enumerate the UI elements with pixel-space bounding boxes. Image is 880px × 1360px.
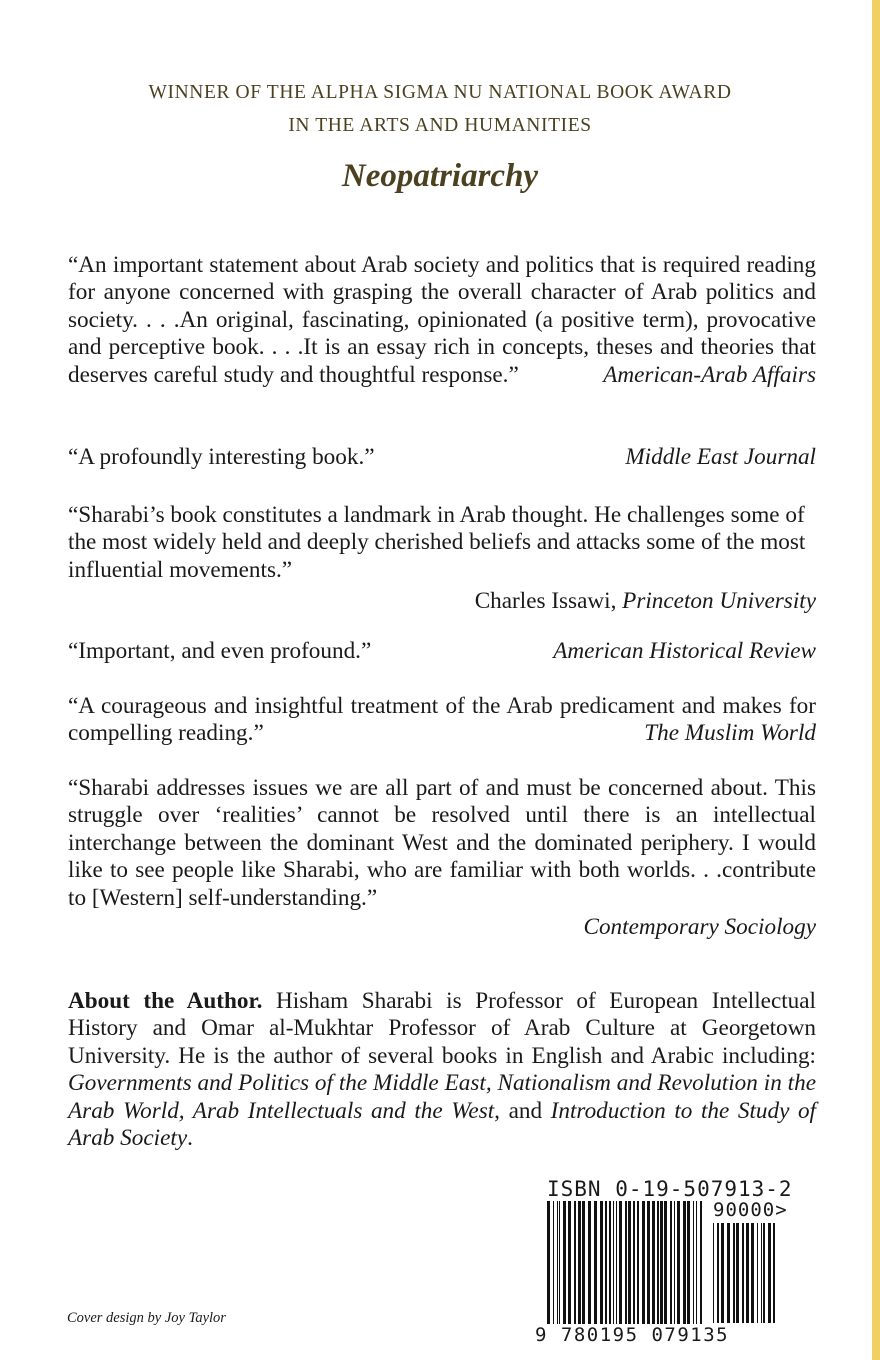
about-end: .: [187, 1125, 193, 1152]
barcode-bar: [637, 1201, 639, 1329]
barcode-bar: [713, 1223, 714, 1323]
barcode-bar: [761, 1223, 762, 1323]
review-middle-east-journal: [68, 444, 816, 471]
barcode-bar: [594, 1201, 597, 1329]
barcode-bar: [605, 1201, 607, 1329]
barcode-bar: [664, 1201, 667, 1329]
barcode-bar: [613, 1201, 614, 1329]
barcode-bar: [628, 1201, 631, 1329]
review-charles-issawi: [68, 502, 816, 616]
award-line-1: WINNER OF THE ALPHA SIGMA NU NATIONAL BOOK AWARD: [148, 82, 732, 103]
barcode-bar: [683, 1201, 686, 1329]
barcode-bar: [677, 1201, 680, 1329]
review-american-arab-affairs: [68, 252, 816, 389]
barcode-bar: [642, 1201, 645, 1329]
barcode-bar: [609, 1201, 611, 1329]
review-quote: “A courageous and insightful treatment of the Arab predicament and makes for compelling reading.”: [68, 693, 816, 747]
barcode-bar: [733, 1223, 735, 1323]
barcode-bar: [751, 1223, 754, 1323]
review-source: The Muslim World: [644, 720, 816, 747]
review-source: Charles Issawi, Princeton University: [474, 588, 816, 615]
about-body: Hisham Sharabi is Professor of European Intellectual History and Omar al-Mukhtar Professor of Arab Culture at Georgetown University. He is the author of several books in English and Arabic including:: [68, 988, 817, 1069]
review-quote: “Important, and even profound.”: [68, 638, 372, 664]
about-books-2: Introduction to the Study of Arab Society: [68, 1097, 817, 1152]
cover-credit: Cover design by Joy Taylor: [67, 1310, 226, 1326]
review-quote: “A profoundly interesting book.”: [68, 444, 375, 470]
barcode-bar: [563, 1201, 566, 1329]
barcode-bar: [727, 1223, 730, 1323]
barcode-bar: [553, 1201, 554, 1329]
barcode-bar: [717, 1223, 719, 1323]
barcode-bar: [736, 1223, 739, 1323]
barcode-bar: [568, 1201, 571, 1329]
cover-edge-stripe: [872, 0, 880, 1360]
barcode-bar: [721, 1223, 724, 1323]
barcode-bar: [660, 1201, 663, 1329]
price-code: 90000>: [713, 1199, 788, 1221]
isbn-label: ISBN 0-19-507913-2: [547, 1177, 793, 1201]
isbn-barcode: [535, 1177, 820, 1352]
barcode-bar: [742, 1223, 744, 1323]
review-contemporary-sociology: [68, 775, 816, 941]
review-source: Middle East Journal: [625, 444, 816, 470]
barcode-bar: [670, 1201, 672, 1329]
barcode-bar: [633, 1201, 635, 1329]
barcode-bar: [768, 1223, 771, 1323]
barcode-bar: [619, 1201, 622, 1329]
review-quote: “Sharabi’s book constitutes a landmark in Arab thought. He challenges some of the most widely held and deeply cherished beliefs and attacks some of the most influential movements.”: [68, 502, 806, 583]
ean-barcode-bars: [547, 1201, 703, 1329]
barcode-bar: [647, 1201, 650, 1329]
barcode-bar: [574, 1201, 576, 1329]
barcode-bar: [693, 1201, 694, 1329]
barcode-bar: [696, 1201, 697, 1329]
review-quote: “An important statement about Arab society and politics that is required reading for anyone concerned with grasping the overall character of Arab politics and society. . . .An original, fascinating, opinionated (a positive term), provocative and perceptive book. . . .It is an essay rich in concepts, theses and theories that deserves careful study and thoughtful response.”: [68, 252, 816, 388]
barcode-bar: [582, 1201, 585, 1329]
review-muslim-world: [68, 693, 816, 748]
barcode-bar: [616, 1201, 617, 1329]
about-books-1: Governments and Politics of the Middle East, Nationalism and Revolution in the Arab World, Arab Intellectuals and the West,: [68, 1070, 816, 1124]
addon-barcode-bars: [713, 1223, 777, 1323]
about-the-author: [68, 988, 816, 1152]
about-and: and: [499, 1097, 551, 1124]
barcode-bar: [687, 1201, 690, 1329]
barcode-bar: [657, 1201, 659, 1329]
barcode-bar: [578, 1201, 581, 1329]
review-source: American-Arab Affairs: [603, 361, 816, 388]
barcode-bar: [600, 1201, 603, 1329]
barcode-bar: [757, 1223, 758, 1323]
barcode-bar: [559, 1201, 560, 1329]
barcode-bar: [625, 1201, 627, 1329]
review-quote: “Sharabi addresses issues we are all part of and must be concerned about. This struggle over ‘realities’ cannot be resolved until there is an intellectual interchange between the dominant West and the dominated periphery. I would like to see people like Sharabi, who are familiar with both worlds. . .contribute to [Western] self-understanding.”: [68, 775, 816, 911]
barcode-bar: [746, 1223, 749, 1323]
barcode-bar: [652, 1201, 655, 1329]
barcode-bar: [557, 1201, 558, 1329]
barcode-bar: [773, 1223, 775, 1323]
ean-digits: 9 780195 079135: [535, 1324, 730, 1346]
barcode-bar: [547, 1201, 550, 1329]
award-line-2: IN THE ARTS AND HUMANITIES: [288, 115, 592, 136]
about-heading: About the Author.: [68, 988, 263, 1014]
review-source: Contemporary Sociology: [583, 914, 816, 941]
barcode-bar: [763, 1223, 765, 1323]
book-title: Neopatriarchy: [341, 158, 539, 194]
review-source: American Historical Review: [553, 638, 816, 664]
barcode-bar: [674, 1201, 675, 1329]
review-american-historical-review: [68, 638, 816, 665]
barcode-bar: [700, 1201, 702, 1329]
barcode-bar: [588, 1201, 591, 1329]
